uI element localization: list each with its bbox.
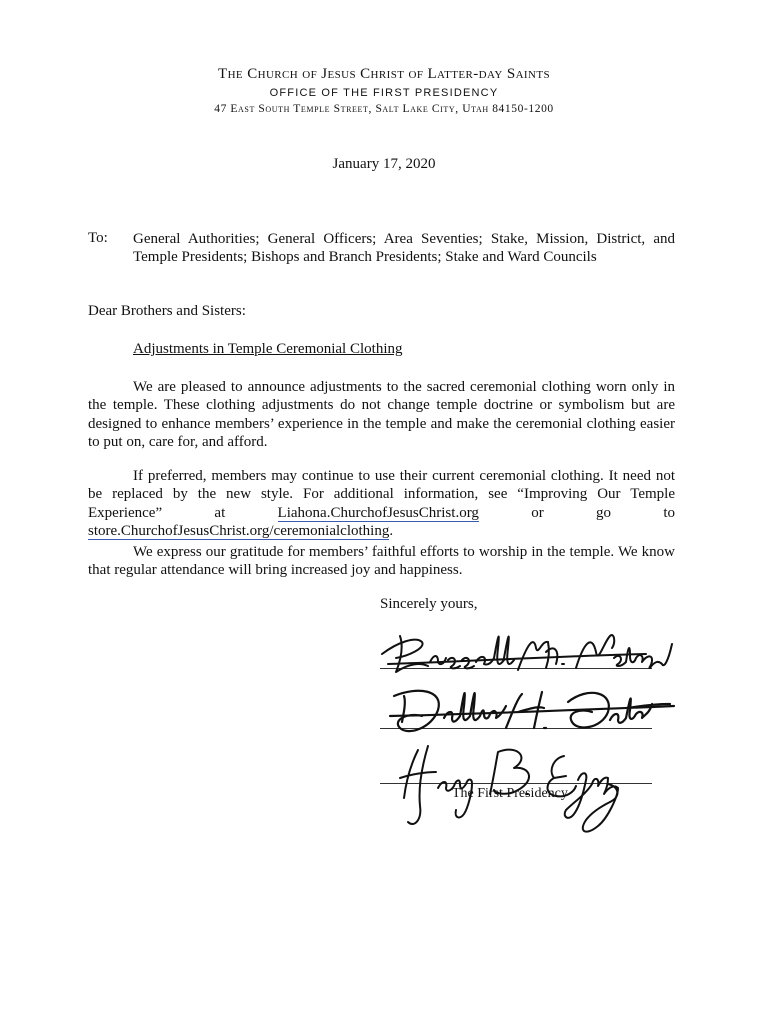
signatory-label: The First Presidency [452, 786, 568, 801]
liahona-link[interactable]: Liahona.ChurchofJesusChrist.org [277, 504, 479, 521]
signature-3-graphic [378, 736, 678, 828]
paragraph-1 [88, 378, 675, 451]
letterhead-church-name: The Church of Jesus Christ of Latter-day Saints [218, 66, 550, 82]
signature-henry-b-eyring [378, 736, 678, 828]
paragraph-2-text-end: . [389, 522, 394, 539]
paragraph-2-text-mid: or go to [478, 504, 675, 521]
signature-dallin-h-oaks [378, 672, 678, 742]
paragraph-2-text-start: If preferred, members may continue to use their current ceremonial clothing. It need not be replaced by the new style. For additional information, see “Improving Our Temple Experience” at [88, 468, 675, 521]
signature-2-graphic [378, 672, 678, 742]
salutation: Dear Brothers and Sisters: [88, 303, 246, 319]
subject-line: Adjustments in Temple Ceremonial Clothing [133, 341, 403, 357]
paragraph-3 [88, 543, 675, 580]
letterhead-office: OFFICE OF THE FIRST PRESIDENCY [269, 87, 499, 99]
addressee-label: To: [88, 230, 108, 246]
letterhead-address: 47 East South Temple Street, Salt Lake City, Utah 84150-1200 [214, 103, 554, 115]
paragraph-1-text: We are pleased to announce adjustments to the sacred ceremonial clothing worn only in the temple. These clothing adjustments do not change temple doctrine or symbolism but are designed to enhance members’ experience in the temple and make the ceremonial clothing easier to put on, care for, and afford. [88, 379, 675, 450]
closing: Sincerely yours, [380, 596, 478, 612]
store-link[interactable]: store.ChurchofJesusChrist.org/ceremonialclothing [88, 522, 390, 539]
paragraph-2 [88, 467, 675, 540]
paragraph-3-text: We express our gratitude for members’ faithful efforts to worship in the temple. We know that regular attendance will bring increased joy and happiness. [88, 544, 675, 579]
letter-date: January 17, 2020 [332, 156, 436, 172]
addressee-list: General Authorities; General Officers; Area Seventies; Stake, Mission, District, and Temple Presidents; Bishops and Branch Presidents; Stake and Ward Councils [133, 231, 675, 265]
